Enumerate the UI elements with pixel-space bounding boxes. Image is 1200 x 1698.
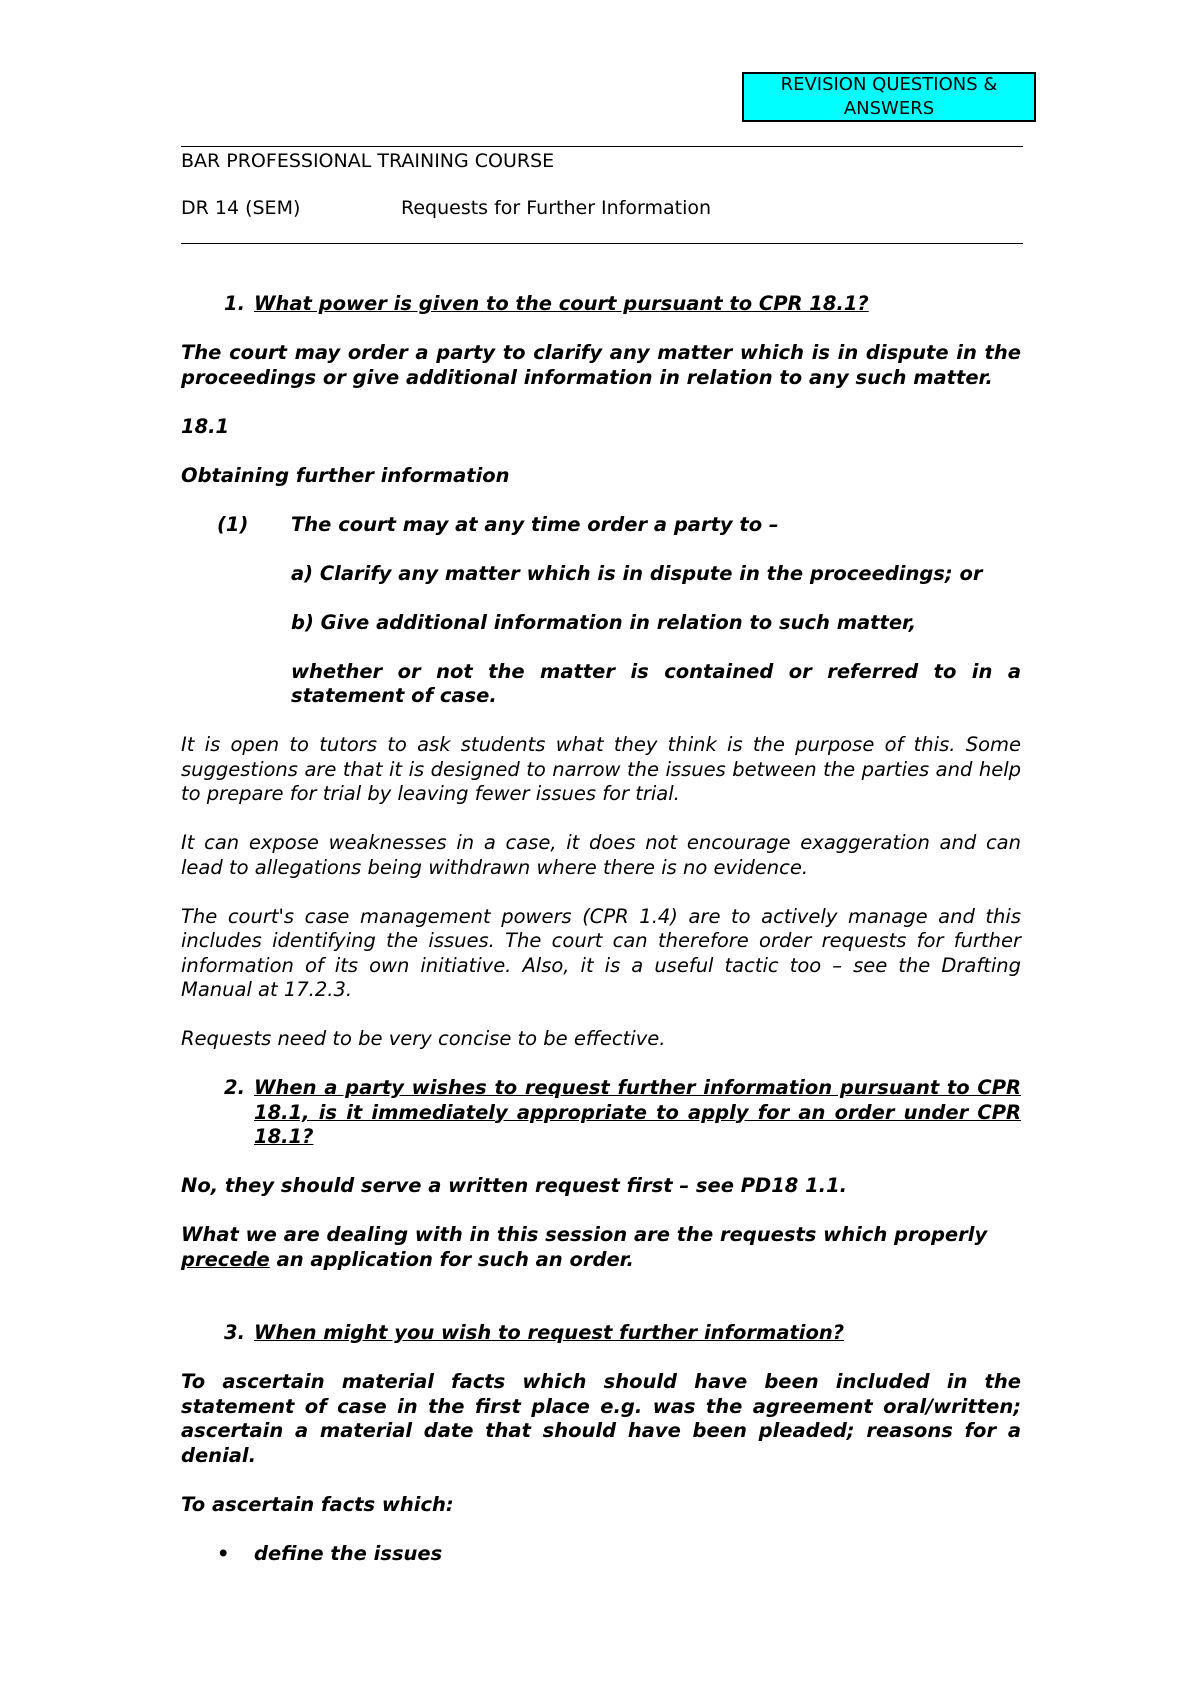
question-number: 2. [224, 1076, 245, 1099]
tutor-note-4: Requests need to be very concise to be effective. [181, 1027, 666, 1050]
header-rule-bottom [181, 243, 1023, 244]
document-body [181, 292, 1021, 1591]
answer-2b-post: an application for such an order. [269, 1247, 634, 1271]
answer-2b-pre: What we are dealing with in this session are the requests which properly [181, 1223, 988, 1246]
rule-subitem-a: a) Clarify any matter which is in dispute in the proceedings; or [291, 561, 983, 585]
question-2 [181, 1076, 1021, 1150]
rule-tail: whether or not the matter is contained or referred to in a statement of case. [291, 659, 1021, 707]
course-title: BAR PROFESSIONAL TRAINING COURSE [181, 150, 555, 172]
module-code: DR 14 (SEM) [181, 197, 301, 219]
question-text: When a party wishes to request further information pursuant to CPR 18.1, is it immediately appropriate to apply for an order under CPR 18.1? [254, 1076, 1021, 1148]
answer-2b-underlined: precede [181, 1247, 270, 1271]
question-text: What power is given to the court pursuant to CPR 18.1? [254, 292, 869, 315]
answer-1: The court may order a party to clarify any matter which is in dispute in the proceedings or give additional information in relation to any such matter. [181, 341, 1021, 389]
revision-label: REVISION QUESTIONS & ANSWERS [780, 74, 998, 119]
answer-2a: No, they should serve a written request first – see PD18 1.1. [181, 1174, 848, 1197]
list-item-text: define the issues [254, 1541, 443, 1565]
tutor-note-2: It can expose weaknesses in a case, it does not encourage exaggeration and can lead to allegations being withdrawn where there is no evidence. [181, 831, 1021, 879]
list-item [181, 1542, 1021, 1567]
answer-3a: To ascertain material facts which should have been included in the statement of case in the first place e.g. was the agreement oral/written; ascertain a material date that should have been pleaded; reasons for a denial. [181, 1370, 1021, 1467]
question-number: 3. [224, 1321, 245, 1344]
question-1 [181, 292, 1021, 317]
question-text: When might you wish to request further information? [254, 1321, 845, 1344]
rule-item-1 [181, 513, 1021, 538]
module-line [181, 196, 1023, 220]
tutor-note-3: The court's case management powers (CPR 1.4) are to actively manage and this includes identifying the issues. The court can therefore order requests for further information of its own initiative. Also, it is a useful tactic too – see the Drafting Manual at 17.2.3. [181, 904, 1021, 1001]
tutor-note-1: It is open to tutors to ask students what they think is the purpose of this. Some suggestions are that it is designed to narrow the issues between the parties and help to prepare for trial by leaving fewer issues for trial. [181, 733, 1021, 805]
rule-subitem-b: b) Give additional information in relation to such matter, [291, 610, 917, 634]
rule-number: 18.1 [181, 414, 230, 438]
rule-heading: Obtaining further information [181, 463, 510, 487]
module-topic: Requests for Further Information [401, 197, 712, 219]
question-number: 1. [224, 292, 245, 315]
header-rule-top [181, 146, 1023, 147]
rule-item-label: (1) [217, 512, 249, 536]
bullet-icon: • [217, 1541, 230, 1565]
rule-item-text: The court may at any time order a party to – [291, 512, 779, 536]
answer-2b [181, 1223, 1021, 1272]
question-3 [181, 1321, 1021, 1346]
answer-3b: To ascertain facts which: [181, 1492, 454, 1516]
revision-label-box [742, 72, 1036, 122]
